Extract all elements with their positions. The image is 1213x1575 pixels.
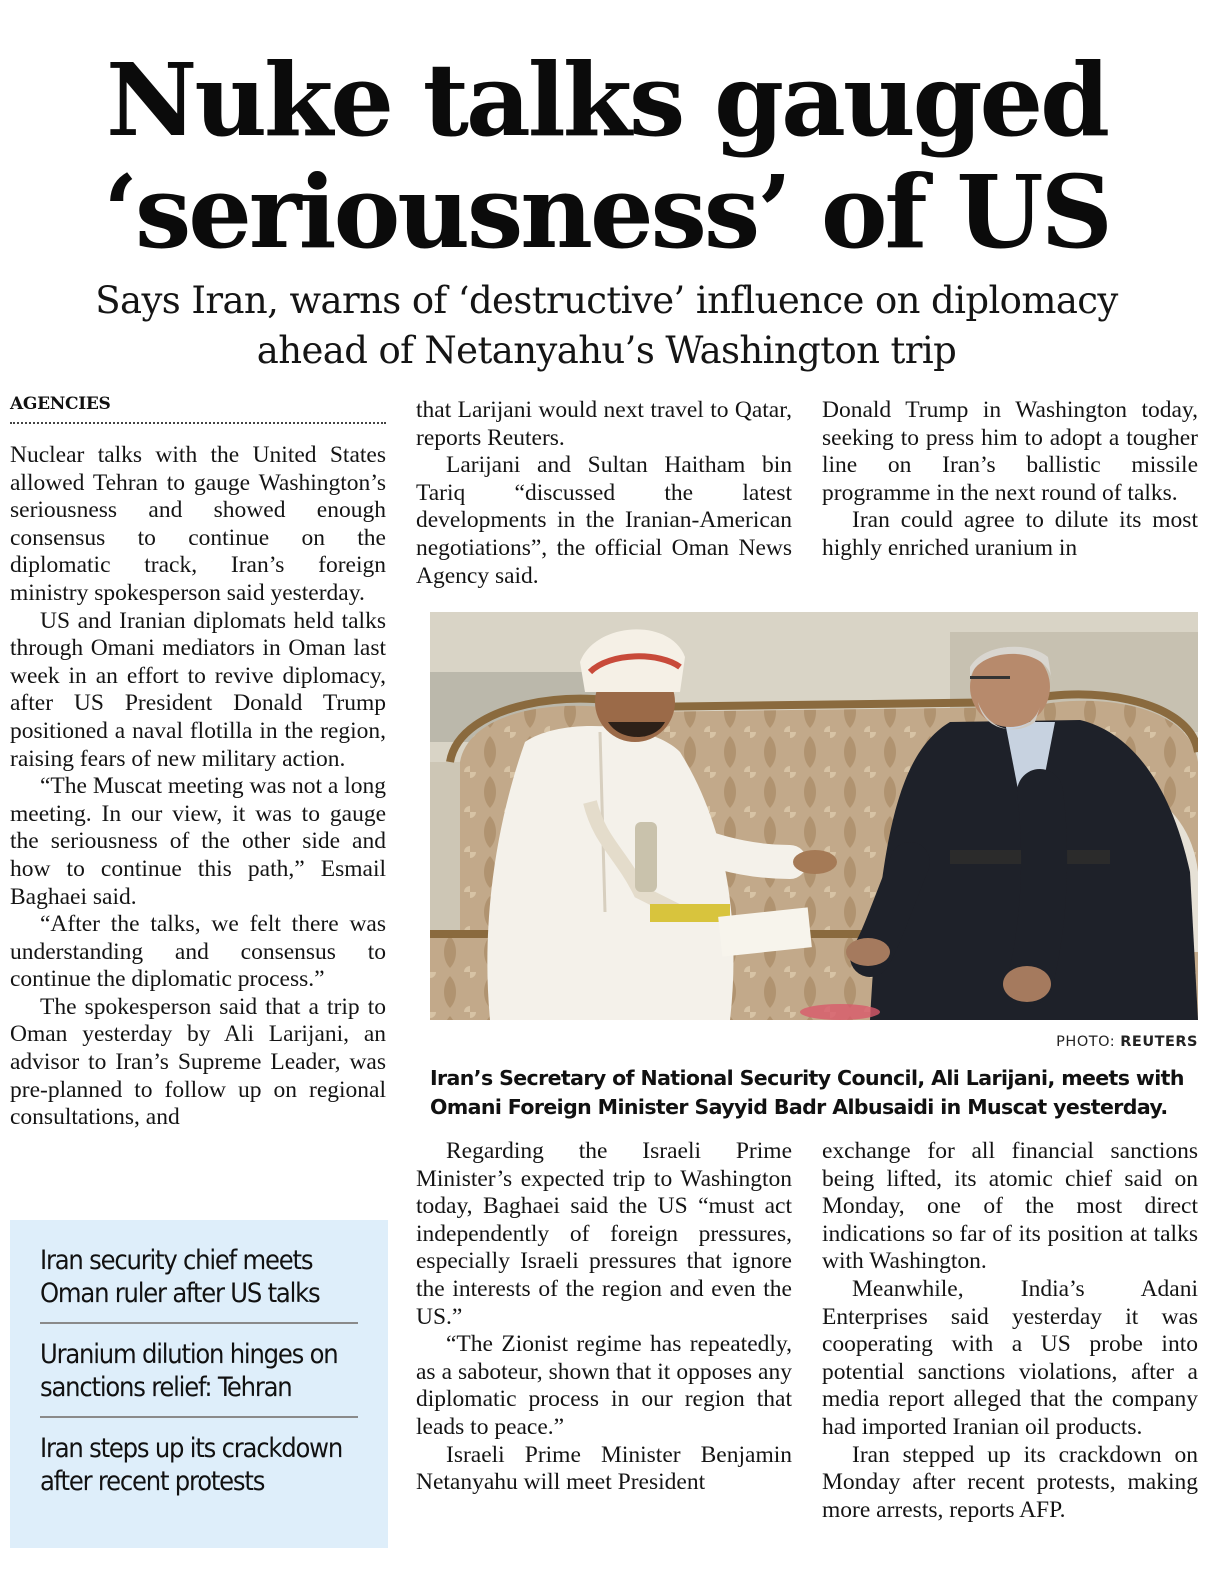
- photo-illustration: [430, 612, 1198, 1020]
- subhead-line-2: ahead of Netanyahu’s Washington trip: [256, 329, 957, 372]
- caption-line-1: Iran’s Secretary of National Security Council, Ali Larijani, meets with: [430, 1066, 1184, 1090]
- body-column-2-bottom: [416, 1138, 792, 1574]
- headline-line-2: ‘seriousness’ of US: [103, 153, 1110, 271]
- paragraph: that Larijani would next travel to Qatar, reports Reuters.: [416, 397, 792, 451]
- subhead-line-1: Says Iran, warns of ‘destructive’ influence on diplomacy: [95, 279, 1118, 322]
- paragraph: Donald Trump in Washington today, seeking to press him to adopt a tougher line on Iran’s ballistic missile programme in the next round of talks.: [822, 397, 1198, 506]
- paragraph: “The Zionist regime has repeatedly, as a saboteur, shown that it opposes any diplomatic process in our region that leads to peace.”: [416, 1331, 792, 1440]
- byline: AGENCIES: [10, 394, 386, 424]
- news-photo: [430, 612, 1198, 1020]
- photo-credit-prefix: PHOTO:: [1056, 1034, 1121, 1050]
- body-column-1: [10, 442, 386, 1194]
- paragraph: Regarding the Israeli Prime Minister’s expected trip to Washington today, Baghaei said the US “must act independently of foreign pressures, especially Israeli pressures that ignore the interests of the region and even the US.”: [416, 1138, 792, 1330]
- body-column-2-top: [416, 397, 792, 593]
- paragraph: “After the talks, we felt there was understanding and consensus to continue the diplomatic process.”: [10, 911, 386, 993]
- paragraph: “The Muscat meeting was not a long meeting. In our view, it was to gauge the seriousness of the other side and how to continue this path,” Esmail Baghaei said.: [10, 773, 386, 910]
- body-column-3-top: [822, 397, 1198, 593]
- headline-line-1: Nuke talks gauged: [105, 41, 1108, 159]
- paragraph: The spokesperson said that a trip to Oman yesterday by Ali Larijani, an advisor to Iran’s Supreme Leader, was pre-planned to follow up on regional consultations, and: [10, 993, 386, 1131]
- photo-credit: [900, 1034, 1198, 1050]
- subheadline: [0, 276, 1213, 376]
- related-story-link[interactable]: Uranium dilution hinges on sanctions relief: Tehran: [40, 1324, 358, 1418]
- body-column-3-bottom: [822, 1138, 1198, 1574]
- paragraph: Israeli Prime Minister Benjamin Netanyahu will meet President: [416, 1441, 792, 1496]
- caption-line-2: Omani Foreign Minister Sayyid Badr Albusaidi in Muscat yesterday.: [430, 1095, 1168, 1119]
- paragraph: Nuclear talks with the United States allowed Tehran to gauge Washington’s seriousness and showed enough consensus to continue on the diplomatic track, Iran’s foreign ministry spokesperson said yesterday.: [10, 442, 386, 606]
- paragraph: exchange for all financial sanctions being lifted, its atomic chief said on Monday, one of the most direct indications so far of its position at talks with Washington.: [822, 1138, 1198, 1275]
- photo-caption: [430, 1064, 1210, 1122]
- paragraph: Iran stepped up its crackdown on Monday after recent protests, making more arrests, reports AFP.: [822, 1441, 1198, 1523]
- photo-credit-source: REUTERS: [1120, 1034, 1198, 1050]
- paragraph: US and Iranian diplomats held talks through Omani mediators in Oman last week in an effort to revive diplomacy, after US President Donald Trump positioned a naval flotilla in the region, raising fears of new military action.: [10, 607, 386, 772]
- headline: [0, 41, 1213, 271]
- paragraph: Iran could agree to dilute its most highly enriched uranium in: [822, 507, 1198, 561]
- related-stories-box: [10, 1220, 388, 1548]
- related-story-link[interactable]: Iran steps up its crackdown after recent protests: [40, 1433, 343, 1497]
- related-story-link[interactable]: Iran security chief meets Oman ruler after US talks: [40, 1240, 358, 1324]
- paragraph: Larijani and Sultan Haitham bin Tariq “discussed the latest developments in the Iranian-American negotiations”, the official Oman News Agency said.: [416, 452, 792, 589]
- paragraph: Meanwhile, India’s Adani Enterprises said yesterday it was cooperating with a US probe into potential sanctions violations, after a media report alleged that the company had imported Iranian oil products.: [822, 1275, 1198, 1440]
